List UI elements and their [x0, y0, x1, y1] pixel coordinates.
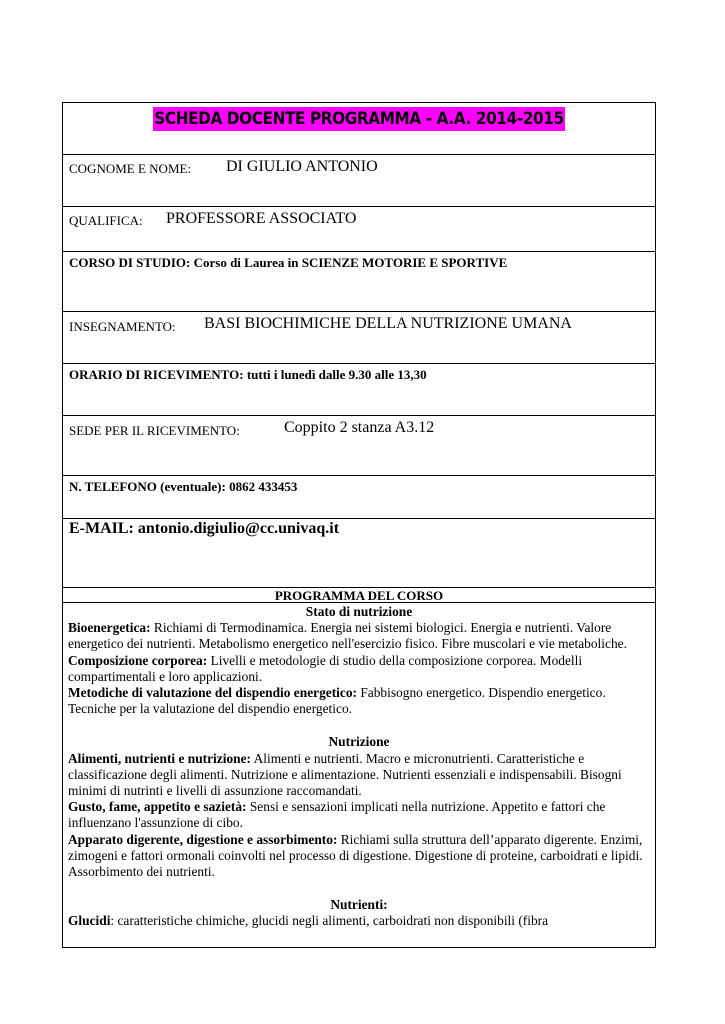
orario-row: [62, 364, 656, 416]
term-composizione: Composizione corporea:: [68, 652, 208, 668]
term-glucidi: Glucidi: [68, 913, 111, 929]
term-gusto: Gusto, fame, appetito e sazietà:: [68, 799, 247, 815]
text-gusto: Sensi e sensazioni implicati nella nutrizione. Appetito e fattori che influenzano l'assunzione di cibo.: [68, 799, 606, 831]
qualifica-row: [62, 207, 656, 252]
paragraph-alimenti: [68, 751, 650, 800]
name-label: COGNOME E NOME:: [69, 161, 192, 176]
text-metodiche: Fabbisogno energetico. Dispendio energetico. Tecniche per la valutazione del dispendio energetico.: [68, 685, 606, 717]
term-alimenti: Alimenti, nutrienti e nutrizione:: [68, 750, 251, 766]
teacher-sheet-table: [62, 102, 656, 948]
document-title: SCHEDA DOCENTE PROGRAMMA - A.A. 2014-2015: [154, 109, 564, 129]
email-row: [62, 519, 656, 588]
term-apparato: Apparato digerente, digestione e assorbimento:: [68, 831, 338, 847]
qualifica-label: QUALIFICA:: [69, 213, 143, 228]
insegnamento-row: [62, 312, 656, 364]
term-metodiche: Metodiche di valutazione del dispendio energetico:: [68, 685, 357, 701]
telefono-label: N. TELEFONO (eventuale):: [69, 479, 226, 494]
paragraph-gusto: [68, 799, 650, 831]
program-heading-row: [62, 588, 656, 603]
telefono-value: 0862 433453: [229, 479, 298, 494]
name-value: DI GIULIO ANTONIO: [226, 158, 378, 175]
insegnamento-value: BASI BIOCHIMICHE DELLA NUTRIZIONE UMANA: [204, 315, 572, 332]
text-apparato: Richiami sulla struttura dell’apparato digerente. Enzimi, zimogeni e fattori ormonali coinvolti nel processo di digestione. Digestione di proteine, carboidrati e lipidi. Assorbimento dei nutrienti.: [68, 831, 643, 880]
telefono-row: [62, 476, 656, 519]
email-value: antonio.digiulio@cc.univaq.it: [137, 520, 340, 537]
program-heading: PROGRAMMA DEL CORSO: [274, 588, 444, 603]
program-body: [62, 603, 656, 948]
section-nutrizione: Nutrizione: [328, 734, 390, 750]
text-composizione: Livelli e metodologie di studio della composizione corporea. Modelli compartimentali e loro applicazioni.: [68, 652, 583, 684]
qualifica-value: PROFESSORE ASSOCIATO: [166, 210, 357, 227]
name-row: [62, 155, 656, 207]
paragraph-glucidi: [68, 913, 650, 929]
term-bioenergetica: Bioenergetica:: [68, 620, 151, 636]
title-row: [62, 102, 656, 155]
email-label: E-MAIL:: [69, 520, 134, 537]
paragraph-bioenergetica: [68, 620, 650, 652]
section-stato-nutrizione: Stato di nutrizione: [305, 604, 413, 619]
sede-value: Coppito 2 stanza A3.12: [284, 419, 435, 436]
corso-label: CORSO DI STUDIO:: [69, 255, 191, 270]
text-alimenti: Alimenti e nutrienti. Macro e micronutrienti. Caratteristiche e classificazione degli alimenti. Nutrizione e alimentazione. Nutrienti essenziali e indispensabili. Bisogni minimi di nutrinti e livelli di assunzione raccomandati.: [68, 750, 622, 799]
sede-label: SEDE PER IL RICEVIMENTO:: [69, 423, 240, 438]
text-glucidi: : caratteristiche chimiche, glucidi negli alimenti, carboidrati non disponibili (fibra: [110, 913, 549, 929]
corso-value: Corso di Laurea in SCIENZE MOTORIE E SPORTIVE: [193, 255, 508, 270]
section-nutrienti: Nutrienti:: [330, 897, 388, 913]
paragraph-composizione: [68, 653, 650, 685]
orario-value: tutti i lunedì dalle 9.30 alle 13,30: [246, 367, 427, 382]
orario-label: ORARIO DI RICEVIMENTO:: [69, 367, 244, 382]
corso-row: [62, 252, 656, 312]
insegnamento-label: INSEGNAMENTO:: [69, 319, 176, 334]
sede-row: [62, 416, 656, 476]
paragraph-metodiche: [68, 685, 650, 717]
paragraph-apparato: [68, 832, 650, 881]
text-bioenergetica: Richiami di Termodinamica. Energia nei sistemi biologici. Energia e nutrienti. Valore energetico dei nutrienti. Metabolismo energetico nell'esercizio fisico. Fibre muscolari e vie metaboliche.: [68, 620, 627, 652]
